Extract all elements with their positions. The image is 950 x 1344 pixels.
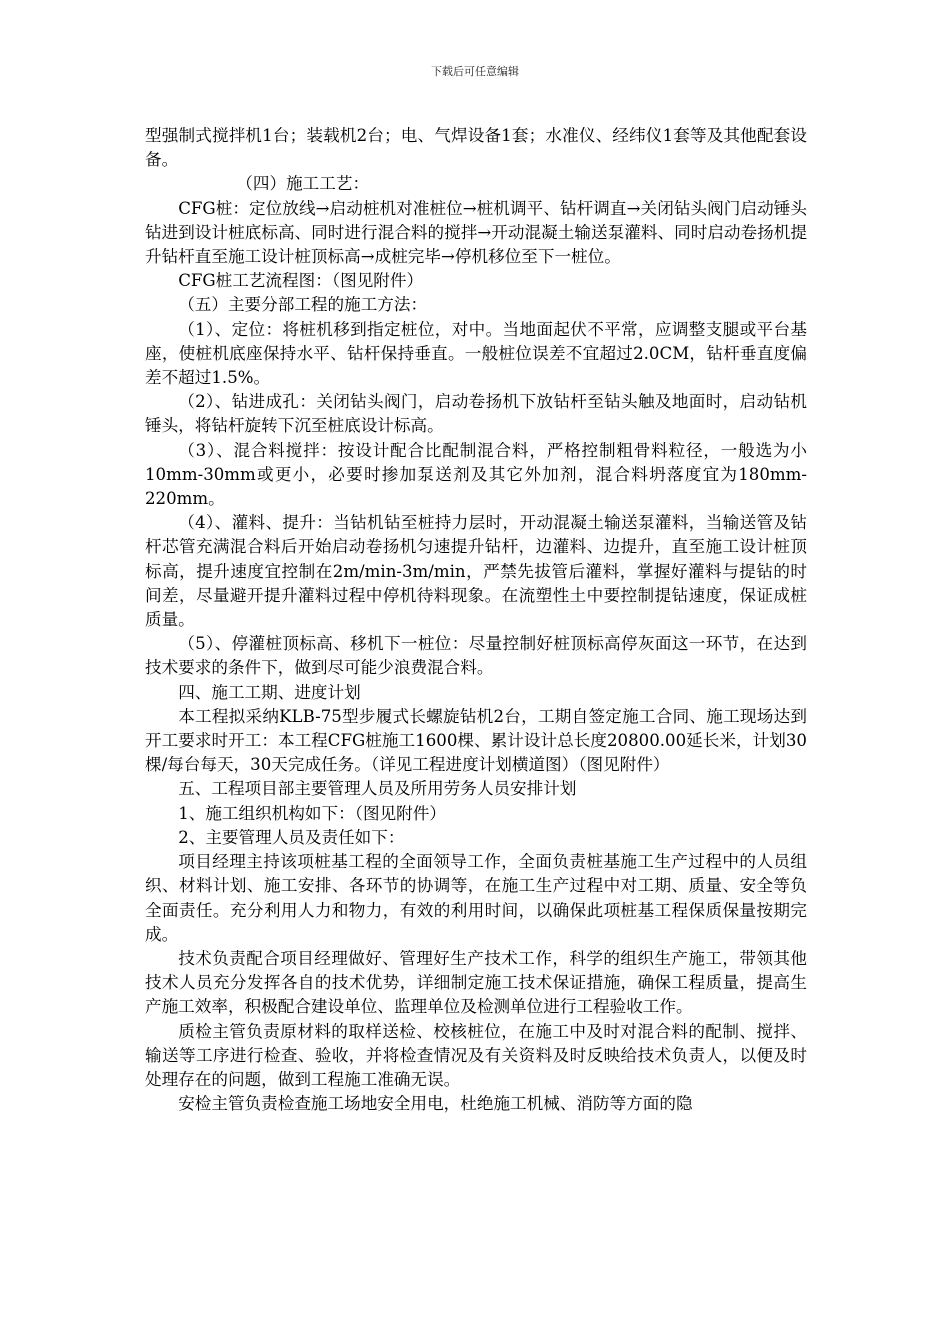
section-heading-schedule: 四、施工工期、进度计划 (178, 682, 361, 702)
paragraph-method-stop: （5）、停灌桩顶标高、移机下一桩位：尽量控制好桩顶标高停灰面这一环节，在达到技术要求的条件下，做到尽可能少浪费混合料。 (145, 634, 807, 678)
paragraph-safety-lead: 安检主管负责检查施工场地安全用电，杜绝施工机械、消防等方面的隐 (178, 1094, 693, 1114)
paragraph-method-drilling: （2）、钻进成孔：关闭钻头阀门，启动卷扬机下放钻杆至钻头触及地面时，启动钻机锤头，将钻杆旋转下沉至桩底设计标高。 (145, 392, 807, 436)
section-heading-staff: 五、工程项目部主要管理人员及所用劳务人员安排计划 (178, 779, 577, 799)
document-body (145, 124, 807, 1116)
paragraph-technical-lead: 技术负责配合项目经理做好、管理好生产技术工作，科学的组织生产施工，带领其他技术人员充分发挥各自的技术优势，详细制定施工技术保证措施，确保工程质量，提高生产施工效率，积极配合建设单位、监理单位及检测单位进行工程验收工作。 (145, 948, 807, 1017)
paragraph-org-chart-ref: 1、施工组织机构如下：（图见附件） (178, 803, 446, 823)
paragraph-project-manager: 项目经理主持该项桩基工程的全面领导工作，全面负责桩基施工生产过程中的人员组织、材料计划、施工安排、各环节的协调等，在施工生产过程中对工期、质量、安全等负全面责任。充分利用人力和物力，有效的利用时间，以确保此项桩基工程保质保量按期完成。 (145, 852, 807, 944)
paragraph-equipment-end: 型强制式搅拌机1台；装载机2台；电、气焊设备1套；水准仪、经纬仪1套等及其他配套设备。 (145, 126, 807, 170)
section-heading-methods: （五）主要分部工程的施工方法： (178, 295, 428, 315)
paragraph-method-positioning: （1）、定位：将桩机移到指定桩位，对中。当地面起伏不平常，应调整支腿或平台基座，使桩机底座保持水平、钻杆保持垂直。一般桩位误差不宜超过2.0CM，钻杆垂直度偏差不超过1.5%。 (145, 319, 807, 388)
paragraph-flowchart-ref: CFG桩工艺流程图：（图见附件） (178, 271, 424, 291)
section-heading-process: （四）施工工艺： (236, 174, 370, 194)
paragraph-quality-lead: 质检主管负责原材料的取样送检、校核桩位，在施工中及时对混合料的配制、搅拌、输送等工序进行检查、验收，并将检查情况及有关资料及时反映给技术负责人，以便及时处理存在的问题，做到工程施工准确无误。 (145, 1021, 807, 1089)
paragraph-method-mixing: （3）、混合料搅拌：按设计配合比配制混合料，严格控制粗骨料粒径，一般选为小10mm-30mm或更小，必要时掺加泵送剂及其它外加剂，混合料坍落度宜为180mm-220mm。 (145, 440, 807, 509)
page-header: 下载后可任意编辑 (431, 65, 519, 78)
paragraph-method-pouring: （4）、灌料、提升：当钻机钻至桩持力层时，开动混凝土输送泵灌料，当输送管及钻杆芯管充满混合料后开始启动卷扬机匀速提升钻杆，边灌料、边提升，直至施工设计桩顶标高，提升速度宜控制在2m/min-3m/min，严禁先拔管后灌料，掌握好灌料与提钻的时间差，尽量避开提升灌料过程中停机待料现象。在流塑性土中要控制提钻速度，保证成桩质量。 (145, 513, 807, 630)
paragraph-cfg-process: CFG桩：定位放线→启动桩机对准桩位→桩机调平、钻杆调直→关闭钻头阀门启动锤头钻进到设计桩底标高、同时进行混合料的搅拌→开动混凝土输送泵灌料、同时启动卷扬机提升钻杆直至施工设计桩顶标高→成桩完毕→停机移位至下一桩位。 (145, 198, 807, 267)
paragraph-staff-intro: 2、主要管理人员及责任如下： (178, 827, 405, 847)
paragraph-schedule: 本工程拟采纳KLB-75型步履式长螺旋钻机2台，工期自签定施工合同、施工现场达到开工要求时开工：本工程CFG桩施工1600棵、累计设计总长度20800.00延长米，计划30棵/每台每天，30天完成任务。（详见工程进度计划横道图）（图见附件） (145, 706, 807, 775)
